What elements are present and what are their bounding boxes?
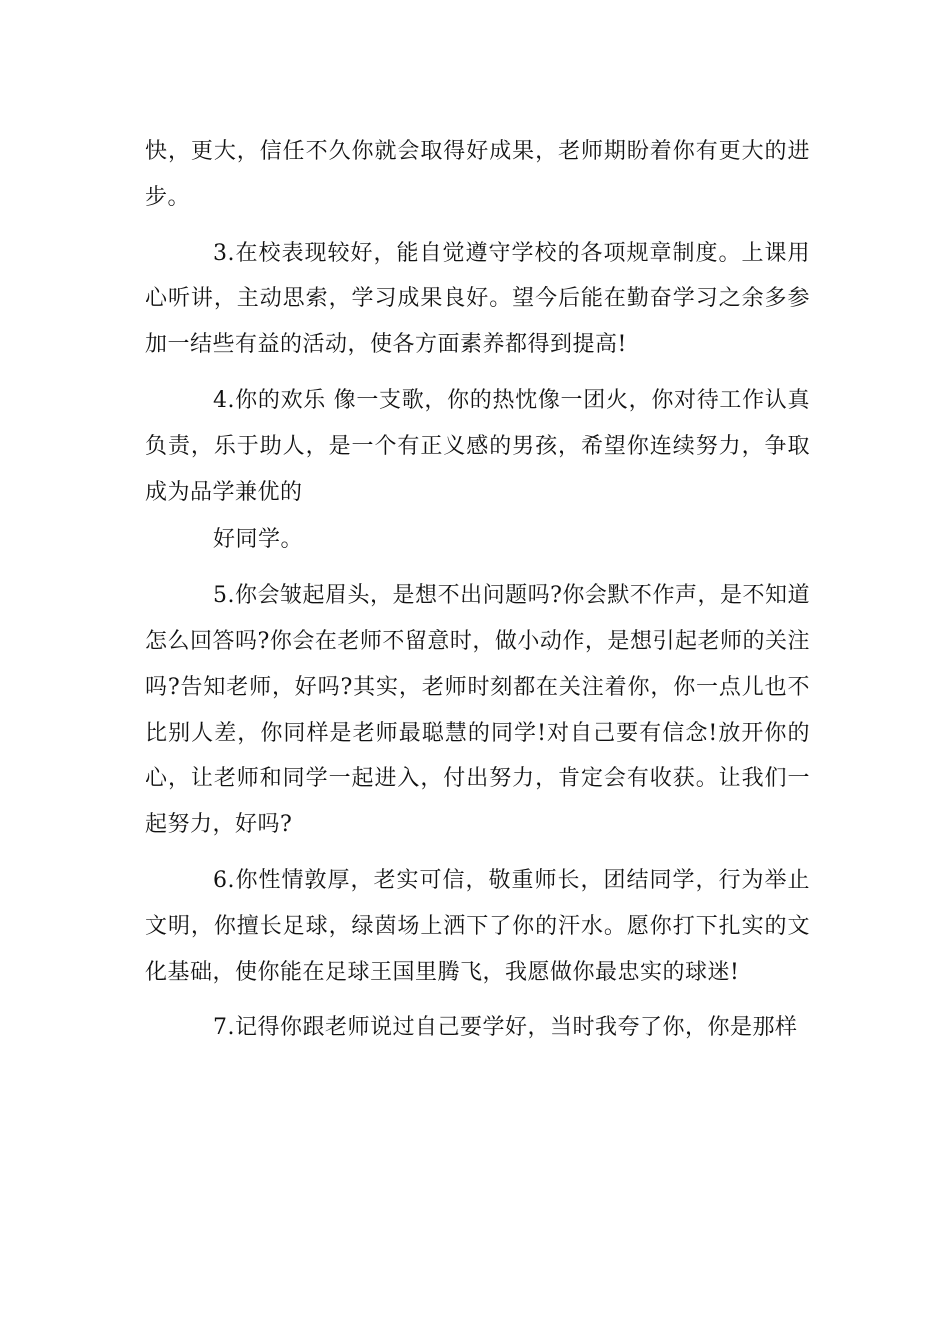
paragraph-item-3: 3.在校表现较好，能自觉遵守学校的各项规章制度。上课用心听讲，主动思索，学习成果良好。望今后能在勤奋学习之余多参加一结些有益的活动，使各方面素养都得到提高! <box>145 240 810 358</box>
paragraph-item-5: 5.你会皱起眉头，是想不出问题吗?你会默不作声，是不知道怎么回答吗?你会在老师不留意时，做小动作，是想引起老师的关注吗?告知老师，好吗?其实，老师时刻都在关注着你，你一点儿也不比别人差，你同样是老师最聪慧的同学!对自己要有信念!放开你的心，让老师和同学一起进入，付出努力，肯定会有收获。让我们一起努力，好吗? <box>145 583 810 838</box>
document-body <box>145 129 810 1051</box>
paragraph-item-7: 7.记得你跟老师说过自己要学好，当时我夸了你，你是那样 <box>213 1015 798 1041</box>
paragraph-continuation: 快，更大，信任不久你就会取得好成果，老师期盼着你有更大的进步。 <box>145 139 810 210</box>
paragraph-item-4: 4.你的欢乐 像一支歌，你的热忱像一团火，你对待工作认真负责，乐于助人，是一个有正义感的男孩，希望你连续努力，争取成为品学兼优的 <box>145 387 810 505</box>
paragraph-item-4-continuation: 好同学。 <box>213 527 304 553</box>
paragraph-item-6: 6.你性情敦厚，老实可信，敬重师长，团结同学，行为举止文明，你擅长足球，绿茵场上洒下了你的汗水。愿你打下扎实的文化基础，使你能在足球王国里腾飞，我愿做你最忠实的球迷! <box>145 867 810 985</box>
